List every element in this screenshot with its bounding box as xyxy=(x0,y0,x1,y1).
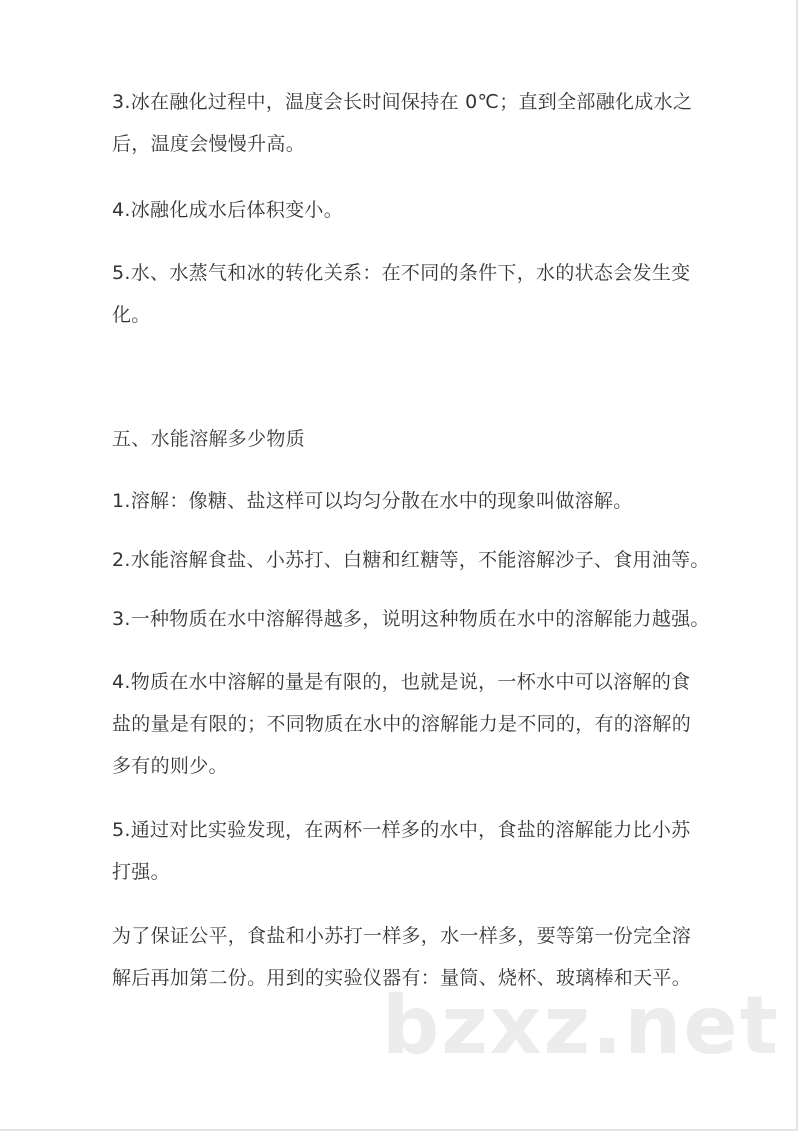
text-line: 2.水能溶解食盐、小苏打、白糖和红糖等，不能溶解沙子、食用油等。 xyxy=(112,549,710,571)
text-line: 为了保证公平，食盐和小苏打一样多，水一样多，要等第一份完全溶 xyxy=(112,925,692,947)
text-line: 3.一种物质在水中溶解得越多，说明这种物质在水中的溶解能力越强。 xyxy=(112,608,710,630)
paragraph-dissolving-limit xyxy=(112,661,712,787)
text-line: 盐的量是有限的；不同物质在水中的溶解能力是不同的，有的溶解的 xyxy=(112,713,692,735)
paragraph-dissolve-definition xyxy=(112,480,712,522)
text-line: 多有的则少。 xyxy=(112,755,228,777)
text-line: 4.冰融化成水后体积变小。 xyxy=(112,199,344,221)
text-line: 化。 xyxy=(112,304,151,326)
paragraph-dissolving-capacity xyxy=(112,598,712,640)
paragraph-ice-melting-temperature xyxy=(112,81,712,165)
text-line: 1.溶解：像糖、盐这样可以均匀分散在水中的现象叫做溶解。 xyxy=(112,490,633,512)
paragraph-dissolvable-substances xyxy=(112,539,712,581)
watermark-logo: bzxz.net xyxy=(382,979,780,1072)
paragraph-comparison-experiment xyxy=(112,809,712,893)
text-line: 5.通过对比实验发现，在两杯一样多的水中，食盐的溶解能力比小苏 xyxy=(112,819,691,841)
text-line: 打强。 xyxy=(112,861,170,883)
paragraph-ice-volume xyxy=(112,189,712,231)
section-heading-dissolving xyxy=(112,418,712,460)
heading-text: 五、水能溶解多少物质 xyxy=(112,428,306,450)
paragraph-water-transformation xyxy=(112,252,712,336)
text-line: 5.水、水蒸气和冰的转化关系：在不同的条件下，水的状态会发生变 xyxy=(112,262,691,284)
text-line: 后，温度会慢慢升高。 xyxy=(112,133,306,155)
text-line: 3.冰在融化过程中，温度会长时间保持在 0℃；直到全部融化成水之 xyxy=(112,91,693,113)
text-line: 解后再加第二份。用到的实验仪器有：量筒、烧杯、玻璃棒和天平。 xyxy=(112,967,692,989)
text-line: 4.物质在水中溶解的量是有限的，也就是说，一杯水中可以溶解的食 xyxy=(112,671,691,693)
